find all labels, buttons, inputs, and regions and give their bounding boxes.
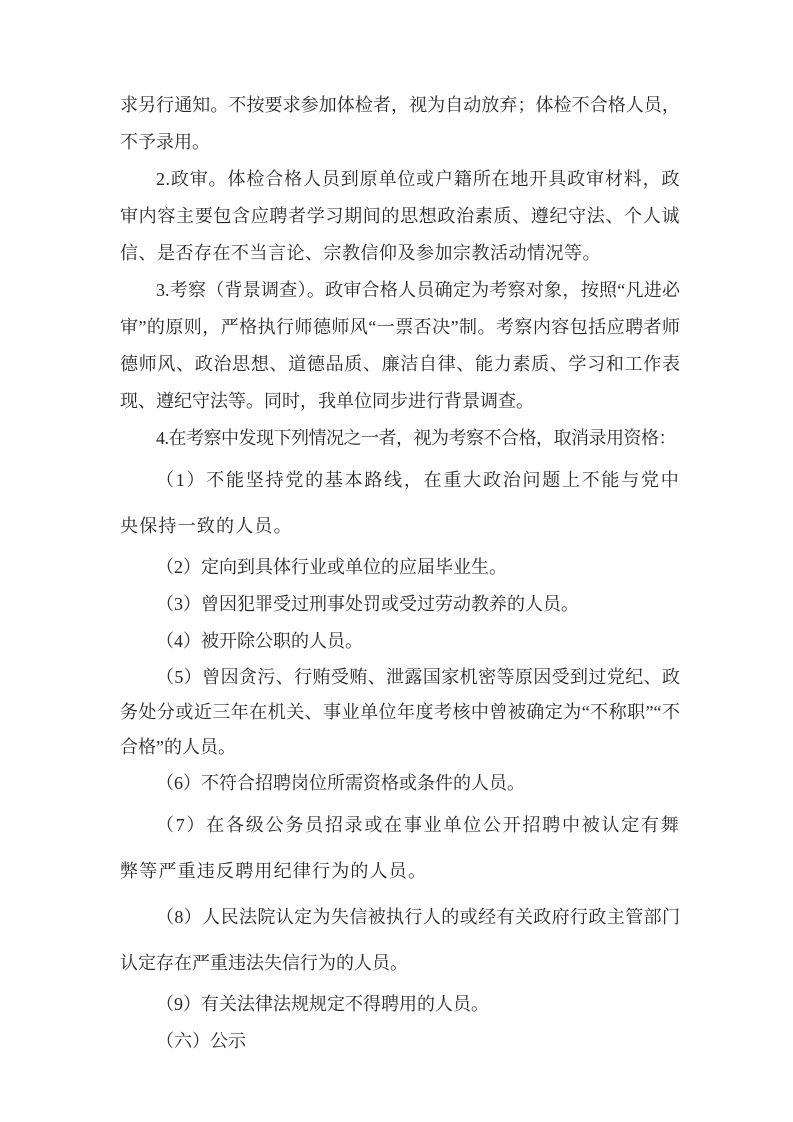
paragraph-10: （6）不符合招聘岗位所需资格或条件的人员。 xyxy=(156,773,525,793)
paragraph-2: 2.政审。体检合格人员到原单位或户籍所在地开具政审材料，政审内容主要包含应聘者学习期间的思想政治素质、遵纪守法、个人诚信、是否存在不当言论、宗教信仰及参加宗教活动情况等。 xyxy=(120,169,680,263)
paragraph-8: （4）被开除公职的人员。 xyxy=(156,631,363,651)
paragraph-1: 求另行通知。不按要求参加体检者，视为自动放弃；体检不合格人员，不予录用。 xyxy=(120,95,680,152)
document-content xyxy=(120,87,680,1060)
paragraph-4: 4.在考察中发现下列情况之一者，视为考察不合格，取消录用资格： xyxy=(156,428,676,448)
paragraph-3: 3.考察（背景调查）。政审合格人员确定为考察对象，按照“凡进必审”的原则，严格执行师德师风“一票否决”制。考察内容包括应聘者师德师风、政治思想、道德品质、廉洁自律、能力素质、学习和工作表现、遵纪守法等。同时，我单位同步进行背景调查。 xyxy=(120,280,680,411)
paragraph-9: （5）曾因贪污、行贿受贿、泄露国家机密等原因受到过党纪、政务处分或近三年在机关、事业单位年度考核中曾被确定为“不称职”“不合格”的人员。 xyxy=(120,667,680,757)
paragraph-12: （8）人民法院认定为失信被执行人的或经有关政府行政主管部门认定存在严重违法失信行为的人员。 xyxy=(120,907,680,973)
paragraph-14: （六）公示 xyxy=(156,1031,246,1051)
paragraph-11: （7）在各级公务员招录或在事业单位公开招聘中被认定有舞弊等严重违反聘用纪律行为的人员。 xyxy=(120,815,680,881)
paragraph-7: （3）曾因犯罪受过刑事处罚或受过劳动教养的人员。 xyxy=(156,594,579,614)
paragraph-5: （1）不能坚持党的基本路线，在重大政治问题上不能与党中央保持一致的人员。 xyxy=(120,470,680,536)
paragraph-13: （9）有关法律法规规定不得聘用的人员。 xyxy=(156,994,489,1014)
paragraph-6: （2）定向到具体行业或单位的应届毕业生。 xyxy=(156,557,507,577)
